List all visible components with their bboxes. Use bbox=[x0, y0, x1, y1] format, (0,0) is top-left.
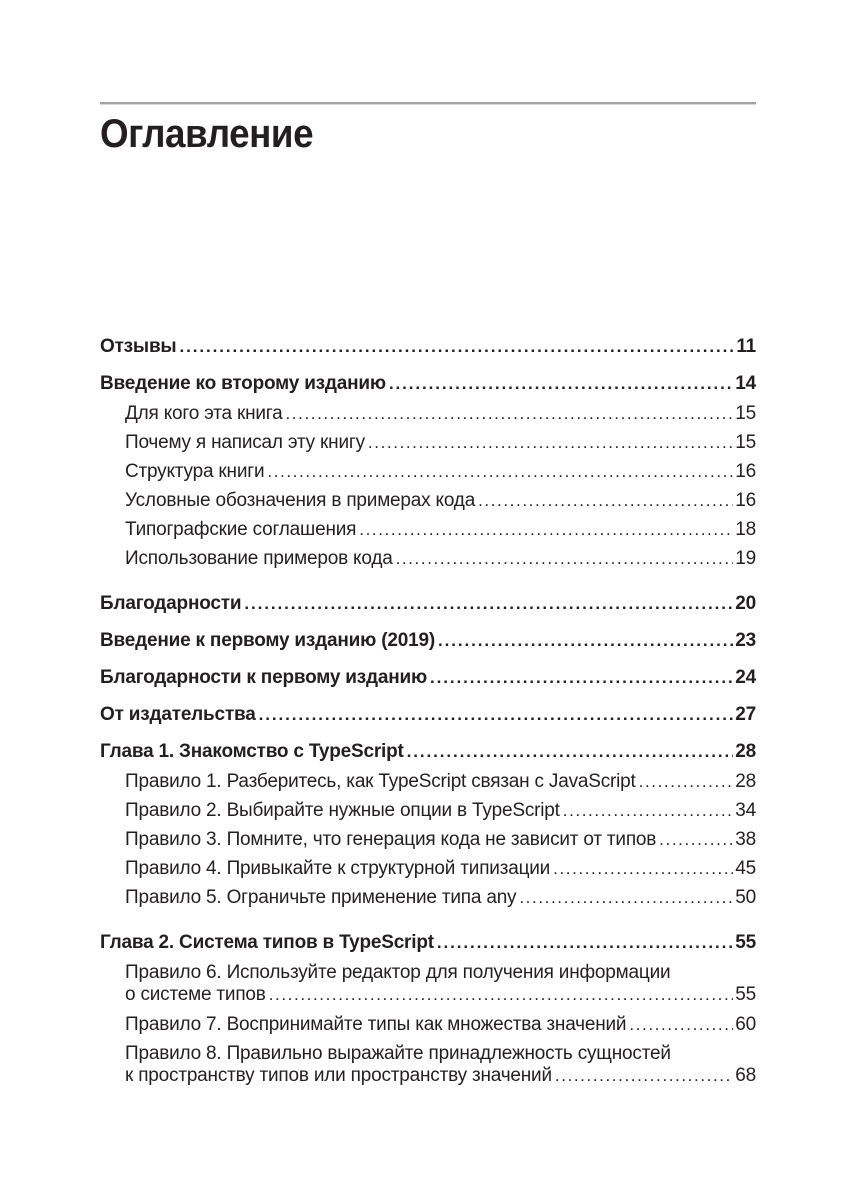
toc-entry bbox=[100, 858, 756, 879]
toc-entry-row bbox=[100, 336, 756, 357]
toc-entry bbox=[100, 741, 756, 762]
dot-leader bbox=[368, 432, 733, 453]
dot-leader bbox=[519, 887, 733, 908]
table-of-contents bbox=[100, 336, 756, 1087]
toc-entry-label: к пространству типов или пространству значений bbox=[125, 1065, 552, 1086]
toc-entry-label: Правило 5. Ограничьте применение типа any bbox=[125, 887, 517, 908]
toc-entry-page: 38 bbox=[735, 829, 756, 850]
dot-leader bbox=[389, 373, 733, 394]
toc-entry-row bbox=[125, 887, 756, 908]
toc-entry-page: 19 bbox=[735, 548, 756, 569]
toc-entry-page: 55 bbox=[735, 932, 756, 953]
toc-entry-row bbox=[125, 432, 756, 453]
dot-leader bbox=[659, 829, 733, 850]
toc-entry-row bbox=[125, 858, 756, 879]
dot-leader bbox=[437, 932, 733, 953]
dot-leader bbox=[553, 858, 733, 879]
toc-entry bbox=[100, 432, 756, 453]
toc-entry-page: 11 bbox=[736, 336, 756, 357]
toc-entry-page: 27 bbox=[735, 704, 756, 725]
toc-entry-row bbox=[125, 1065, 756, 1087]
toc-entry-page: 68 bbox=[735, 1065, 756, 1086]
toc-entry-row bbox=[125, 461, 756, 482]
toc-entry-row bbox=[125, 403, 756, 424]
toc-entry-row bbox=[125, 829, 756, 850]
toc-entry bbox=[100, 704, 756, 725]
toc-entry-label: Использование примеров кода bbox=[125, 548, 393, 569]
toc-entry-label: Правило 1. Разберитесь, как TypeScript связан с JavaScript bbox=[125, 771, 636, 792]
toc-entry-label: о системе типов bbox=[125, 984, 266, 1005]
toc-entry bbox=[100, 887, 756, 908]
toc-entry bbox=[100, 461, 756, 482]
toc-entry-page: 50 bbox=[735, 887, 756, 908]
dot-leader bbox=[438, 630, 733, 651]
toc-entry-row bbox=[125, 800, 756, 821]
toc-entry bbox=[100, 336, 756, 357]
toc-entry-row bbox=[100, 373, 756, 394]
toc-entry bbox=[100, 548, 756, 569]
toc-entry-page: 34 bbox=[735, 800, 756, 821]
toc-entry-label: Благодарности bbox=[100, 593, 242, 614]
toc-entry-label: Правило 7. Воспринимайте типы как множества значений bbox=[125, 1014, 627, 1035]
toc-entry-page: 18 bbox=[735, 519, 756, 540]
dot-leader bbox=[179, 336, 734, 357]
toc-entry-label: Правило 3. Помните, что генерация кода не зависит от типов bbox=[125, 829, 657, 850]
toc-entry bbox=[100, 829, 756, 850]
toc-entry-label: Почему я написал эту книгу bbox=[125, 432, 365, 453]
dot-leader bbox=[478, 490, 733, 511]
toc-entry bbox=[100, 667, 756, 688]
toc-entry bbox=[100, 800, 756, 821]
top-rule bbox=[100, 102, 756, 105]
toc-entry-label-line1: Правило 8. Правильно выражайте принадлежность сущностей bbox=[125, 1043, 671, 1064]
dot-leader bbox=[629, 1014, 733, 1035]
dot-leader bbox=[244, 593, 733, 614]
toc-entry-label: Отзывы bbox=[100, 336, 177, 357]
toc-entry bbox=[100, 519, 756, 540]
toc-entry-row bbox=[100, 593, 756, 614]
toc-entry-row bbox=[100, 704, 756, 725]
toc-entry bbox=[100, 1043, 756, 1087]
toc-entry-row bbox=[125, 519, 756, 540]
toc-entry bbox=[100, 771, 756, 792]
toc-entry-page: 16 bbox=[735, 461, 756, 482]
toc-entry bbox=[100, 373, 756, 394]
toc-entry bbox=[100, 932, 756, 953]
toc-entry bbox=[100, 490, 756, 511]
dot-leader bbox=[555, 1065, 733, 1087]
toc-entry-page: 28 bbox=[735, 741, 756, 762]
dot-leader bbox=[267, 461, 733, 482]
toc-entry-page: 20 bbox=[735, 593, 756, 614]
toc-entry-label: От издательства bbox=[100, 704, 256, 725]
dot-leader bbox=[269, 984, 734, 1006]
dot-leader bbox=[639, 771, 734, 792]
toc-entry-row bbox=[125, 1014, 756, 1035]
dot-leader bbox=[396, 548, 734, 569]
toc-entry-page: 14 bbox=[735, 373, 756, 394]
toc-entry-label: Глава 1. Знакомство с TypeScript bbox=[100, 741, 404, 762]
toc-entry bbox=[100, 1014, 756, 1035]
toc-entry-page: 16 bbox=[735, 490, 756, 511]
toc-entry-row bbox=[100, 932, 756, 953]
toc-entry-row bbox=[100, 630, 756, 651]
toc-entry-label: Типографские соглашения bbox=[125, 519, 357, 540]
toc-entry-label-line1: Правило 6. Используйте редактор для получения информации bbox=[125, 962, 671, 983]
toc-entry-page: 55 bbox=[735, 984, 756, 1005]
toc-entry-row bbox=[125, 490, 756, 511]
toc-entry-page: 15 bbox=[735, 432, 756, 453]
toc-entry bbox=[100, 593, 756, 614]
toc-entry-label: Глава 2. Система типов в TypeScript bbox=[100, 932, 434, 953]
page-title: Оглавление bbox=[100, 112, 314, 156]
toc-entry bbox=[100, 962, 756, 1006]
dot-leader bbox=[563, 800, 734, 821]
dot-leader bbox=[407, 741, 734, 762]
toc-entry-row bbox=[125, 984, 756, 1006]
toc-entry-page: 24 bbox=[735, 667, 756, 688]
toc-entry-label: Благодарности к первому изданию bbox=[100, 667, 428, 688]
toc-entry-page: 45 bbox=[735, 858, 756, 879]
dot-leader bbox=[430, 667, 733, 688]
toc-entry-label: Для кого эта книга bbox=[125, 403, 283, 424]
toc-entry bbox=[100, 630, 756, 651]
toc-entry-label: Правило 2. Выбирайте нужные опции в TypeScript bbox=[125, 800, 560, 821]
toc-entry bbox=[100, 403, 756, 424]
toc-entry-label: Структура книги bbox=[125, 461, 265, 482]
toc-entry-page: 28 bbox=[735, 771, 756, 792]
toc-entry-label: Правило 4. Привыкайте к структурной типизации bbox=[125, 858, 551, 879]
toc-entry-page: 60 bbox=[735, 1014, 756, 1035]
toc-entry-row bbox=[125, 548, 756, 569]
dot-leader bbox=[259, 704, 734, 725]
dot-leader bbox=[359, 519, 733, 540]
toc-entry-page: 15 bbox=[735, 403, 756, 424]
toc-entry-label: Введение к первому изданию (2019) bbox=[100, 630, 435, 651]
toc-entry-label: Условные обозначения в примерах кода bbox=[125, 490, 476, 511]
toc-entry-row bbox=[100, 667, 756, 688]
toc-entry-row bbox=[100, 741, 756, 762]
toc-entry-label: Введение ко второму изданию bbox=[100, 373, 386, 394]
toc-entry-row bbox=[125, 771, 756, 792]
toc-entry-page: 23 bbox=[735, 630, 756, 651]
dot-leader bbox=[285, 403, 733, 424]
